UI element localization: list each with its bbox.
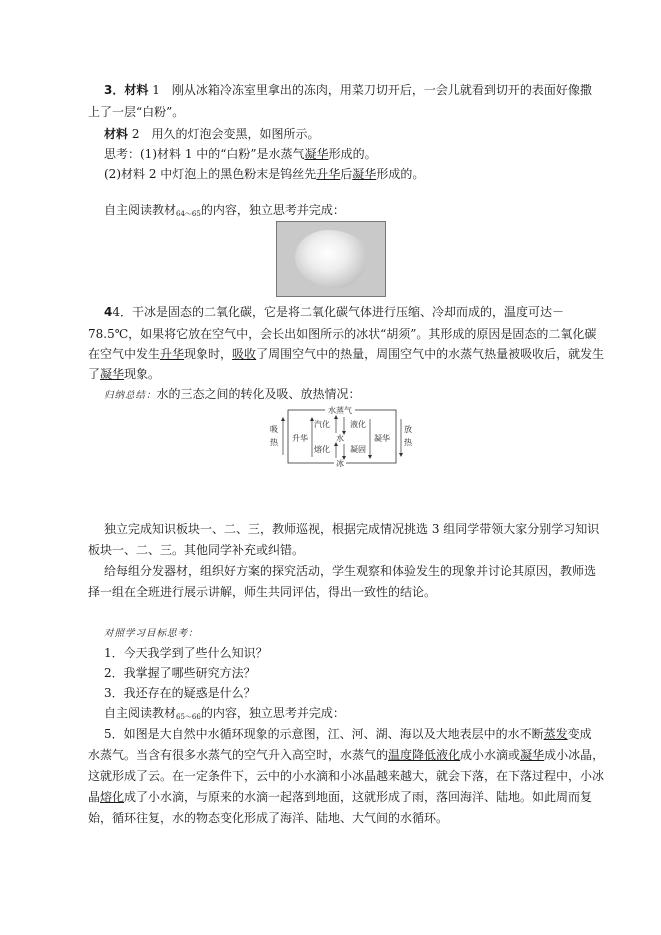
ice-label: 冰 (336, 459, 344, 468)
q3-think-2: (2)材料 2 中灯泡上的黑色粉末是钨丝先升华后凝华形成的。 (104, 167, 425, 181)
q5-line-1: 5．如图是大自然中水循环现象的示意图，江、河、湖、海以及大地表层中的水不断蒸发变成 (104, 727, 592, 741)
water-states-diagram (268, 405, 416, 468)
para1-line-1: 独立完成知识板块一、二、三，教师巡视，根据完成情况挑选 3 组同学带领大家分别学习知识 (104, 522, 600, 536)
melt-label: 熔化 (314, 445, 330, 454)
reflect-q3: 3．我还存在的疑惑是什么？ (104, 686, 256, 700)
water-label: 水 (336, 434, 344, 443)
q5-line-2: 水蒸气。当含有很多水蒸气的空气升入高空时，水蒸气的温度降低液化成小水滴或凝华成小冰晶， (88, 748, 605, 762)
q4-line-4: 了凝华现象。 (88, 367, 161, 381)
release-label-1: 放 (404, 425, 412, 434)
q3-think-1: 思考：(1)材料 1 中的“白粉”是水蒸气凝华形成的。 (104, 147, 377, 161)
solidify-label: 凝固 (350, 445, 366, 454)
reflect-q2: 2．我掌握了哪些研究方法？ (104, 666, 256, 680)
sublimate-label: 升华 (292, 434, 308, 443)
q4-line-2: 78.5℃，如果将它放在空气中，会长出如图所示的冰状“胡须”。其形成的原因是固态的二氧化碳 (88, 327, 597, 341)
absorb-label-1: 吸 (270, 425, 278, 434)
q4-line-1: 44．干冰是固态的二氧化碳，它是将二氧化碳气体进行压缩、冷却而成的，温度可达－ (104, 305, 564, 319)
vapor-label: 水蒸气 (328, 406, 352, 415)
dry-ice-photo (276, 221, 386, 297)
q3-line-1: 3．材料 1 刚从冰箱冷冻室里拿出的冻肉，用菜刀切开后，一会儿就看到切开的表面好像撒 (104, 83, 592, 97)
q5-line-5: 始，循环往复，水的物态变化形成了海洋、陆地、大气间的水循环。 (88, 811, 449, 825)
liquefy-label: 液化 (350, 420, 366, 429)
q5-line-3: 这就形成了云。在一定条件下，云中的小水滴和小冰晶越来越大，就会下落，在下落过程中，小冰 (88, 769, 605, 783)
q5-line-4: 晶熔化成了小水滴，与原来的水滴一起落到地面，这就形成了雨，落回海洋、陆地。如此周而复 (88, 790, 593, 804)
deposit-label: 凝华 (374, 434, 390, 443)
vaporize-label: 汽化 (314, 420, 330, 429)
q3-material-2: 材料 2 用久的灯泡会变黑，如图所示。 (104, 127, 320, 141)
para1-line-2: 板块一、二、三。其他同学补充或纠错。 (88, 543, 305, 557)
absorb-label-2: 热 (270, 438, 278, 447)
release-label-2: 热 (404, 438, 412, 447)
read-instruction-2: 自主阅读教材$_{65\sim 66}$的内容，独立思考并完成： (104, 706, 345, 721)
q4-line-3: 在空气中发生升华现象时，吸收了周围空气中的热量，周围空气中的水蒸气热量被吸收后，就发生 (88, 347, 605, 361)
read-instruction-1: 自主阅读教材$_{64\sim 65}$的内容，独立思考并完成： (104, 203, 345, 218)
summary-line: 归纳总结：水的三态之间的转化及吸、放热情况： (104, 387, 361, 401)
reflect-q1: 1．今天我学到了些什么知识？ (104, 646, 268, 660)
para2-line-2: 择一组在全班进行展示讲解，师生共同评估，得出一致性的结论。 (88, 585, 437, 599)
para2-line-1: 给每组分发器材，组织好方案的探究活动，学生观察和体验发生的现象并讨论其原因，教师选 (104, 564, 597, 578)
reflect-label: 对照学习目标思考： (104, 628, 199, 639)
q3-line-2: 上了一层“白粉”。 (88, 105, 185, 119)
